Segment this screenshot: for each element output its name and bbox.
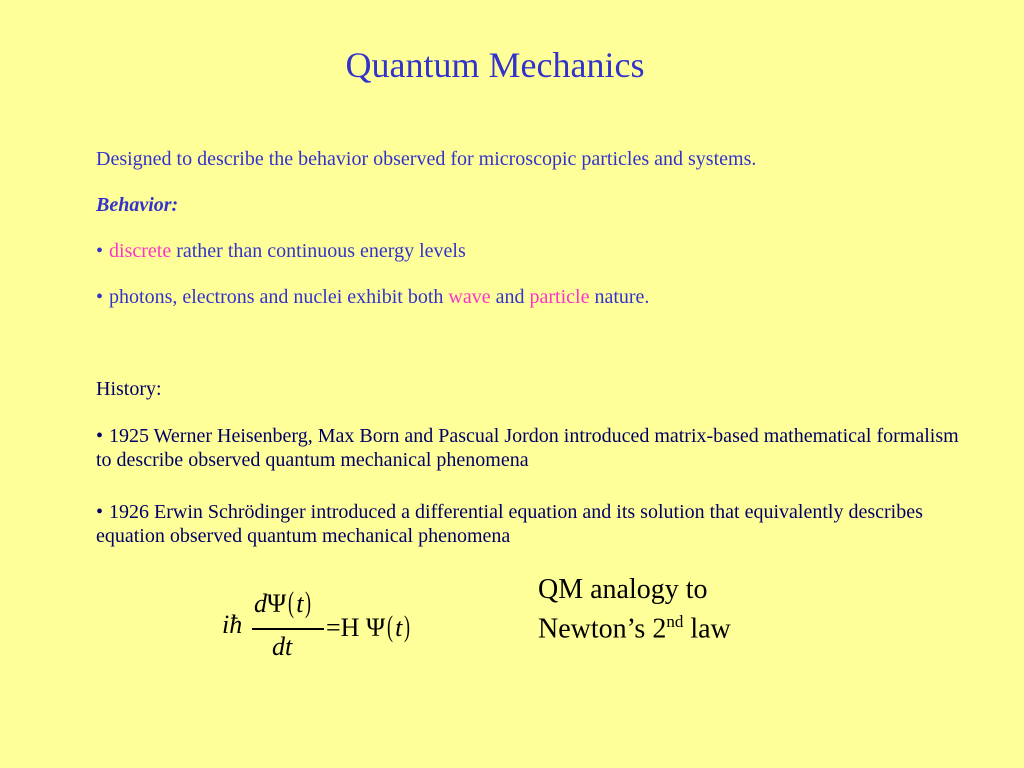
history-bullet-1926 <box>96 500 976 548</box>
eq-paren-close: ) <box>305 586 312 619</box>
eq-d: d <box>254 589 267 618</box>
eq-paren-close-rhs: ) <box>404 610 411 643</box>
bullet-text: rather than continuous energy levels <box>171 240 466 262</box>
bullet-text-part2: and <box>490 286 530 308</box>
bullet-marker: • <box>96 240 104 262</box>
eq-denominator: dt <box>272 632 293 661</box>
bullet-marker: • <box>96 425 104 447</box>
eq-hamiltonian: H <box>340 613 360 642</box>
intro-sentence: Designed to describe the behavior observed for microscopic particles and systems. <box>96 148 757 170</box>
bullet-text-part3: nature. <box>589 286 650 308</box>
eq-t-rhs: t <box>395 613 403 642</box>
eq-paren-open-rhs: ( <box>387 610 394 643</box>
highlight-particle: particle <box>529 286 590 308</box>
eq-numerator <box>254 586 313 620</box>
highlight-wave: wave <box>448 286 491 308</box>
eq-paren-open: ( <box>288 586 295 619</box>
slide-title-text: Quantum Mechanics <box>345 45 645 85</box>
bullet-marker: • <box>96 286 104 308</box>
intro-text <box>96 147 976 171</box>
analogy-line1: QM analogy to <box>538 574 708 605</box>
eq-psi: Ψ <box>267 589 287 618</box>
highlight-discrete: discrete <box>109 240 172 262</box>
history-bullet-1925 <box>96 424 976 472</box>
analogy-line2-suffix: law <box>683 613 731 645</box>
history-text-1926: 1926 Erwin Schrödinger introduced a differential equation and its solution that equivalently describes equation observed quantum mechanical phenomena <box>96 501 923 547</box>
newton-analogy <box>538 574 731 645</box>
behavior-heading: Behavior: <box>96 194 179 216</box>
eq-fraction-line <box>252 628 324 630</box>
eq-i-hbar: iħ <box>222 610 243 639</box>
eq-psi-rhs: Ψ <box>365 613 386 642</box>
analogy-line2-prefix: Newton’s 2 <box>538 613 667 645</box>
behavior-bullet-discrete <box>96 239 976 263</box>
eq-rhs <box>326 610 412 644</box>
bullet-marker: • <box>96 501 104 523</box>
eq-t: t <box>296 589 304 618</box>
history-text-1925: 1925 Werner Heisenberg, Max Born and Pascual Jordon introduced matrix-based mathematical formalism to describe observed quantum mechanical phenomena <box>96 425 959 471</box>
eq-equals: = <box>326 613 341 642</box>
bullet-text-part1: photons, electrons and nuclei exhibit both <box>109 286 449 308</box>
schrodinger-equation <box>222 586 482 666</box>
history-heading: History: <box>96 378 162 400</box>
analogy-line2 <box>538 606 731 645</box>
behavior-bullet-wave-particle <box>96 285 976 309</box>
slide-title <box>0 44 1024 86</box>
analogy-superscript: nd <box>666 612 684 631</box>
